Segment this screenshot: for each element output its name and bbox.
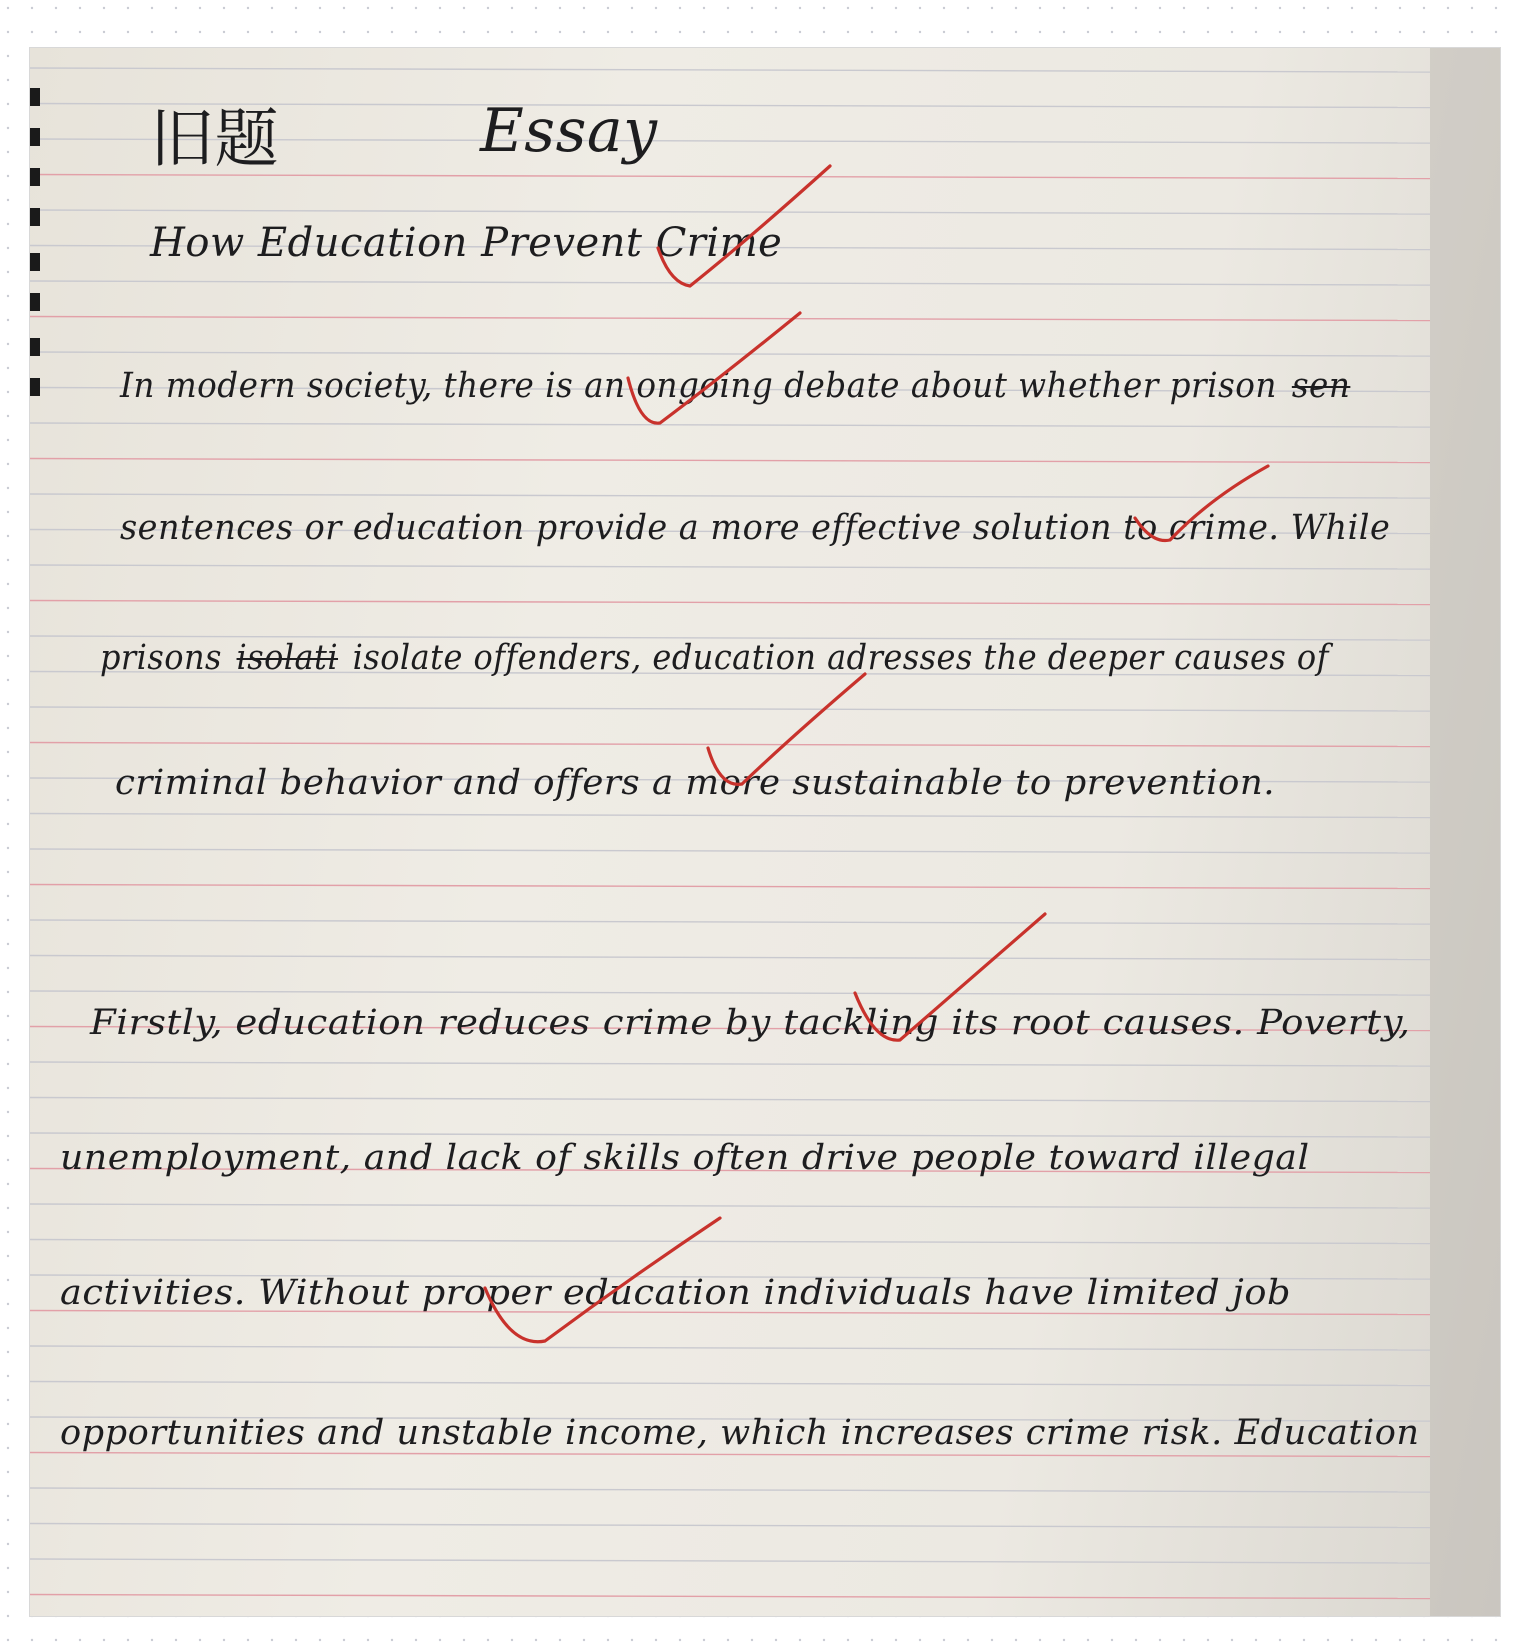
line-text: Firstly, education reduces crime by tackling its root causes. Poverty, xyxy=(90,1003,1411,1043)
title-chinese: 旧题 xyxy=(150,103,279,177)
essay-heading: How Education Prevent Crime xyxy=(150,220,783,266)
line-text: opportunities and unstable income, which increases crime risk. Education xyxy=(60,1413,1420,1453)
line-text: In modern society, there is an ongoing debate about whether prison xyxy=(120,366,1277,406)
line-text: unemployment, and lack of skills often drive people toward illegal xyxy=(60,1138,1310,1178)
crossed-out-word: sen xyxy=(1291,366,1351,406)
check-mark xyxy=(485,1218,720,1342)
notebook-photo xyxy=(30,48,1500,1616)
check-mark xyxy=(1135,466,1268,541)
teacher-check-marks xyxy=(30,48,1500,1616)
crossed-out-word: isolati xyxy=(236,638,339,678)
line-text: prisons xyxy=(100,638,222,678)
line-text: criminal behavior and offers a more sustainable to prevention. xyxy=(115,763,1276,803)
check-mark xyxy=(628,313,800,423)
line-text: sentences or education provide a more effective solution to crime. While xyxy=(120,508,1391,548)
line-text: isolate offenders, education adresses the deeper causes of xyxy=(352,638,1329,678)
check-mark xyxy=(855,914,1045,1040)
check-mark xyxy=(658,166,830,286)
title-essay: Essay xyxy=(480,96,658,166)
check-mark xyxy=(708,674,865,784)
line-text: activities. Without proper education individuals have limited job xyxy=(60,1273,1291,1313)
